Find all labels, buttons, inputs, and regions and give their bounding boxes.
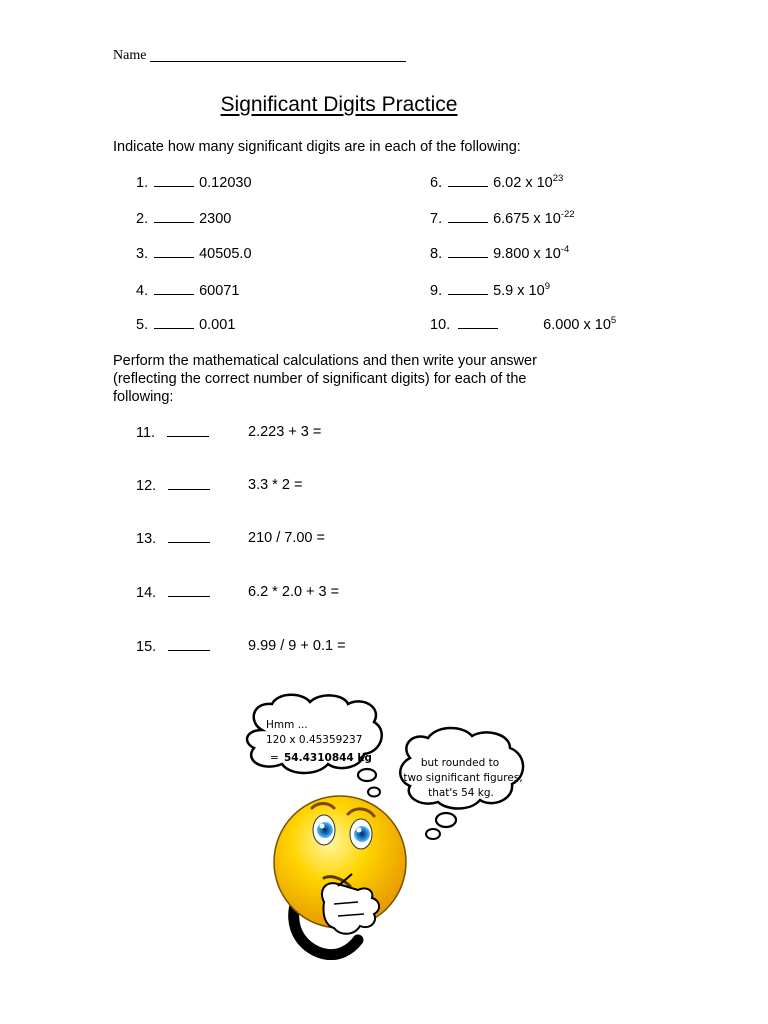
question-15: 15. 9.99 / 9 + 0.1 = [136,638,346,655]
question-10: 10. 6.000 x $10^5$ [430,315,617,333]
answer-blank[interactable] [168,477,210,490]
thought-line-2: 120 x 0.45359237 [266,734,363,746]
answer-blank[interactable] [448,282,488,295]
thought-line-1: Hmm ... [266,719,308,731]
question-6: 6. 6.02 x $10^{23}$ [430,173,564,191]
question-2: 2. 2300 [136,211,232,227]
section2-instruction: Perform the mathematical calculations and then write your answer (reflecting the correct number of significant digits) for each of the following: [113,353,537,405]
eye-left-icon [313,815,335,845]
speech-line-2: two significant figures, [403,772,523,784]
question-3: 3. 40505.0 [136,246,252,262]
question-5: 5. 0.001 [136,317,236,333]
question-14: 14. 6.2 * 2.0 + 3 = [136,584,340,601]
answer-blank[interactable] [168,530,210,543]
answer-blank[interactable] [448,174,488,187]
answer-blank[interactable] [154,282,194,295]
answer-blank[interactable] [154,245,194,258]
page-title: Significant Digits Practice [220,93,458,116]
thinking-emoji-illustration [240,690,540,960]
question-12: 12. 3.3 * 2 = [136,477,303,494]
question-1: 1. 0.12030 [136,175,252,191]
answer-blank[interactable] [168,638,210,651]
question-8: 8. 9.800 x $10^{-4}$ [430,244,570,262]
answer-blank[interactable] [168,584,210,597]
answer-blank[interactable] [448,245,488,258]
answer-blank[interactable] [458,316,498,329]
question-13: 13. 210 / 7.00 = [136,530,325,547]
answer-blank[interactable] [154,210,194,223]
thought-line-3-value: 54.4310844 kg [284,752,372,764]
section1-instruction: Indicate how many significant digits are in each of the following: [113,139,521,155]
answer-blank[interactable] [154,316,194,329]
question-9: 9. 5.9 x $10^9$ [430,281,550,299]
answer-blank[interactable] [167,424,209,437]
question-7: 7. 6.675 x $10^{-22}$ [430,209,575,227]
name-label: Name [113,48,147,63]
speech-line-3: that's 54 kg. [428,787,494,799]
question-11: 11. 2.223 + 3 = [136,424,322,441]
name-field[interactable] [113,47,406,64]
eye-right-icon [350,819,372,849]
name-blank[interactable] [150,47,406,62]
speech-line-1: but rounded to [420,757,500,769]
thought-cloud [247,695,382,797]
thought-line-3-prefix: = [270,752,279,764]
answer-blank[interactable] [448,210,488,223]
speech-cloud [400,728,523,839]
answer-blank[interactable] [154,174,194,187]
question-4: 4. 60071 [136,283,240,299]
